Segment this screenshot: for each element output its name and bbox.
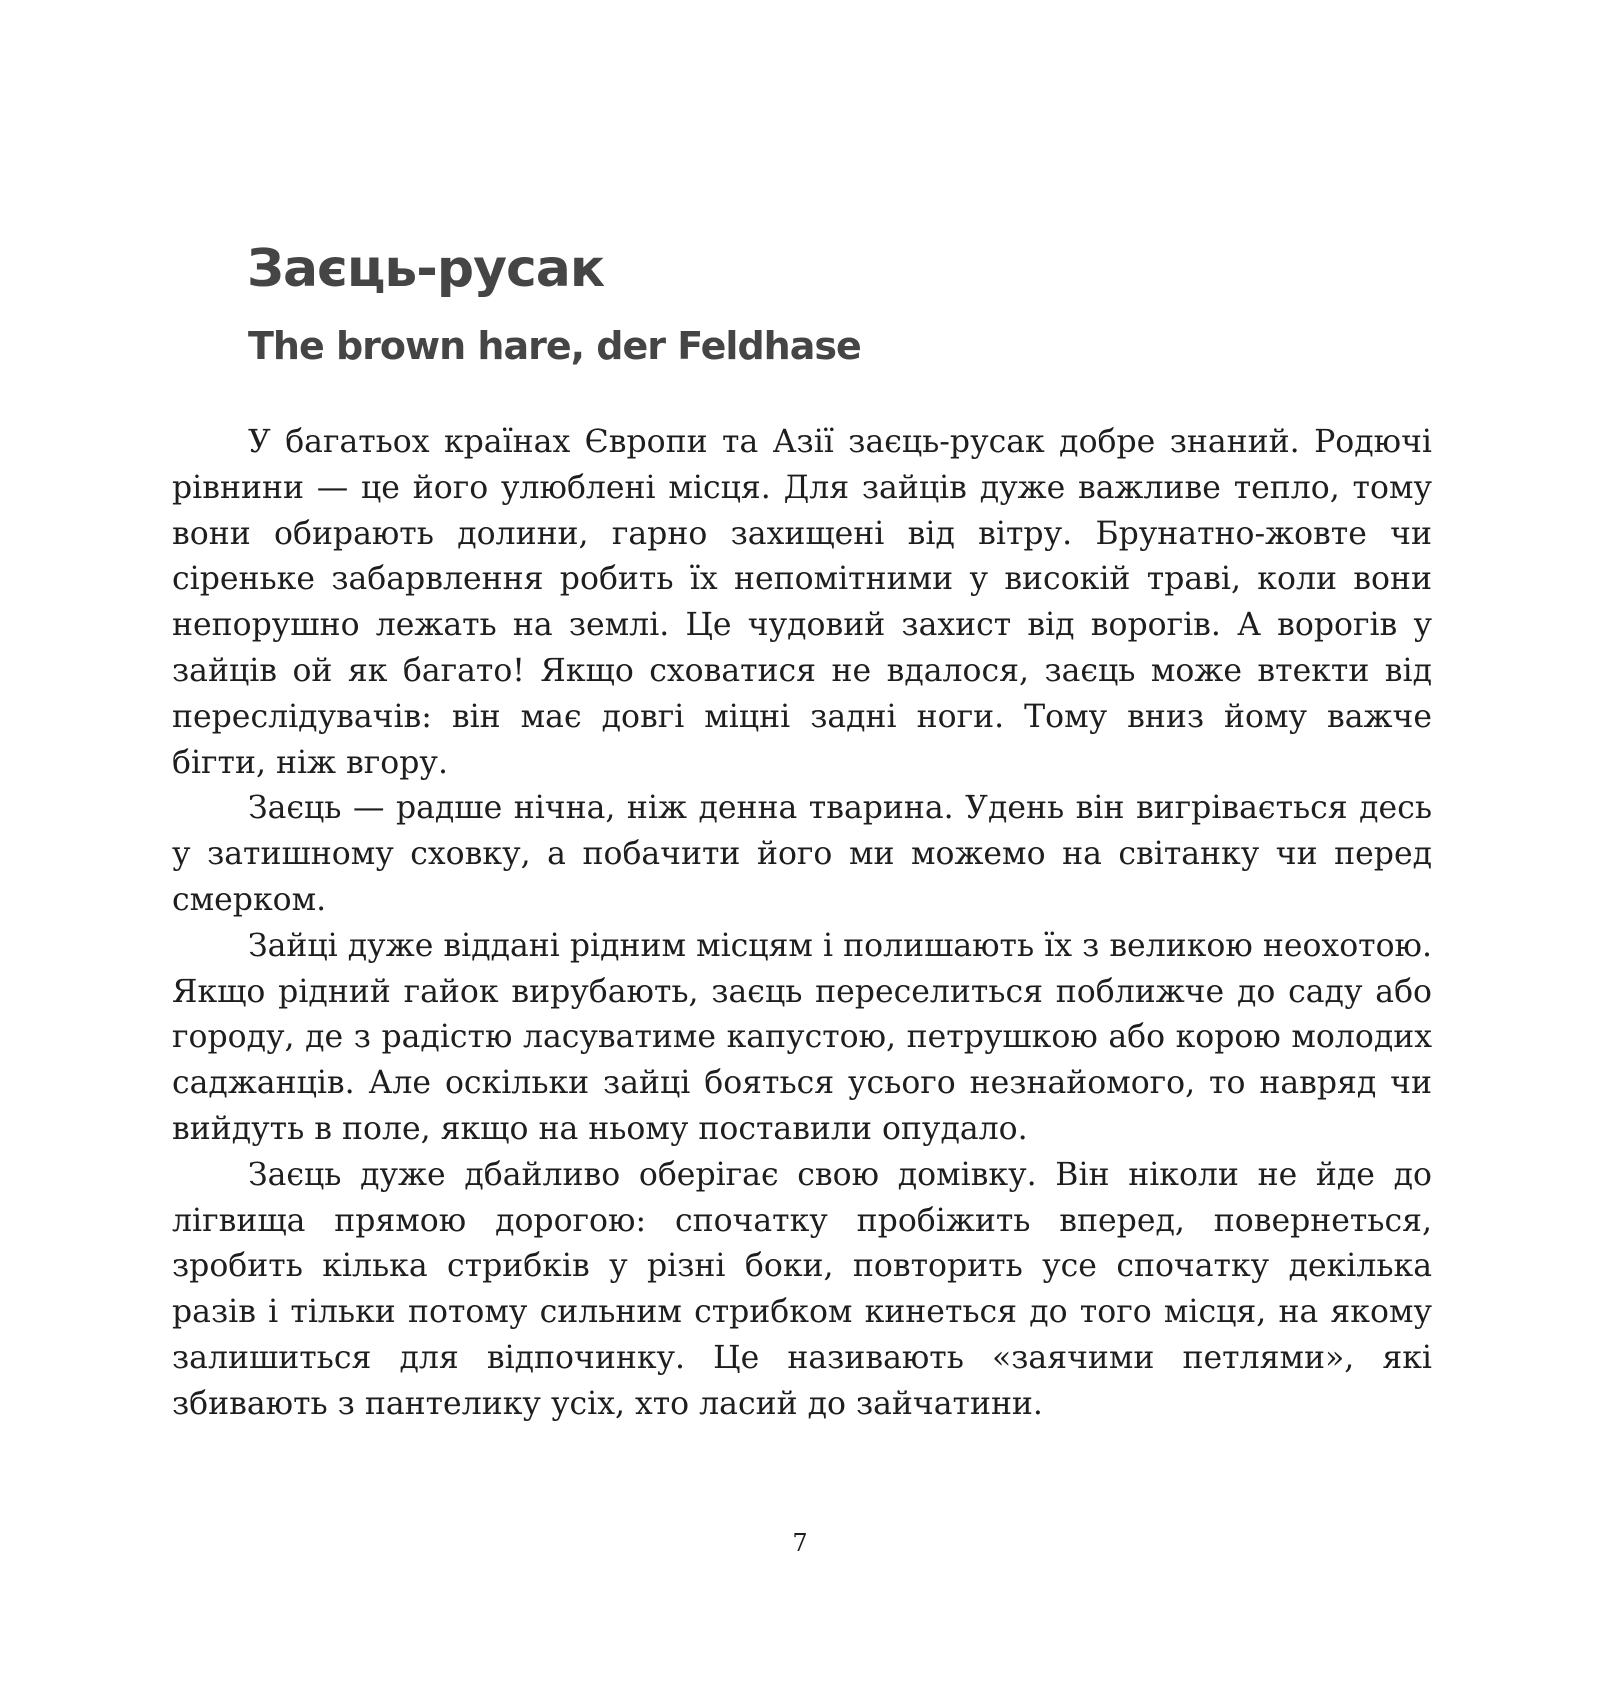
page-subtitle: The brown hare, der Feldhase bbox=[248, 324, 861, 368]
paragraph-hare-loops: Заєць дуже дбайливо оберігає свою домівку. Він ніколи не йде до лігвища прямою дорогою: спочатку пробіжить вперед, повернеться, зробить кілька стрибків у різні боки, повторить усе спочатку декілька разів і тільки потому сильним стрибком кинеться до того місця, на якому залишиться для відпочинку. Це називають «заячими петлями», які збивають з пантелику усіх, хто ласий до зайчатини. bbox=[172, 1156, 1432, 1422]
page-title: Заєць-русак bbox=[247, 239, 605, 299]
page-number: 7 bbox=[792, 1529, 808, 1557]
article-body bbox=[172, 420, 1432, 1428]
paragraph-nocturnal: Заєць — радше нічна, ніж денна тварина. Удень він вигрівається десь у затишному сховку, а побачити його ми можемо на світанку чи перед смерком. bbox=[172, 790, 1432, 918]
paragraph-home-range: Зайці дуже віддані рідним місцям і полишають їх з великою неохотою. Якщо рідний гайок вирубають, заєць переселиться поближче до саду або городу, де з радістю ласуватиме капустою, петрушкою або корою молодих саджанців. Але оскільки зайці бояться усього незнайомого, то навряд чи вийдуть в поле, якщо на ньому поставили опудало. bbox=[172, 927, 1432, 1147]
paragraph-habitat: У багатьох країнах Європи та Азії заєць-русак добре знаний. Родючі рівнини — це його улюблені місця. Для зайців дуже важливе тепло, тому вони обирають долини, гарно захищені від вітру. Брунатно-жовте чи сіреньке забарвлення робить їх непомітними у високій траві, коли вони непорушно лежать на землі. Це чудовий захист від ворогів. А ворогів у зайців ой як багато! Якщо сховатися не вдалося, заєць може втекти від переслідувачів: він має довгі міцні задні ноги. Тому вниз йому важче бігти, ніж вгору. bbox=[172, 424, 1432, 781]
